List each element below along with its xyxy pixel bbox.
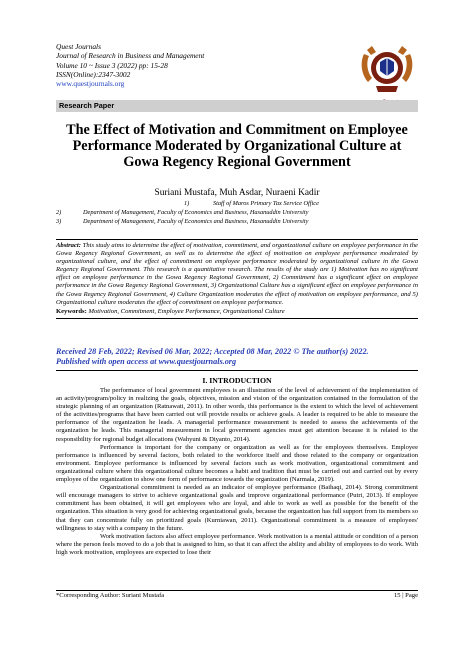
affiliation-2-text: Department of Management, Faculty of Economics and Business, Hasanuddin University <box>83 209 309 216</box>
affiliation-1-number: 1) <box>184 200 190 207</box>
affiliation-3-number: 3) <box>56 218 62 225</box>
published-line[interactable]: Published with open access at www.questjournals.org <box>56 357 237 367</box>
quest-journals-logo-icon <box>358 40 416 100</box>
keywords <box>56 308 418 316</box>
page-number: 15 | Page <box>393 592 418 599</box>
keywords-label: Keywords: <box>56 307 87 315</box>
paragraph: Performance is important for the company or organization as well as for the employees themselves. Employee performance is influenced by several factors, both related to the workforce itself and those related to the company or organization environment. Employee performance is influenced by several factors such as work motivation, organizational commitment and organizational culture where this organizational culture becomes a habit and tradition that must be carried out and carried out by every employee of the organization to show one form of performance towards the organization (Narmala, 2019). <box>56 443 418 484</box>
publication-dates <box>56 347 418 368</box>
paper-title: The Effect of Motivation and Commitment on Employee Performance Moderated by Organizational Culture at Gowa Regency Regional Government <box>66 122 408 170</box>
affiliation-2-number: 2) <box>56 209 62 216</box>
abstract-text: This study aims to determine the effect of motivation, commitment, and organizational culture on employee performance in the Gowa Regency Regional Government, as well as to determine the effect of motivation on employee performance moderated by organizational culture, and the effect of commitment on employee performance moderated by organizational culture in the Gowa Regency Regional Government. This research is a quantitative research. The results of the study are 1) Motivation has no significant effect on employee performance in the Gowa Regency Regional Government, 2) Commitment has a significant effect on employee performance in the Gowa Regency Regional Government, 3) Organizational Culture has a significant effect on employee performance in the Gowa Regency Regional Government, 4) Culture Organization moderates the effect of motivation on employee performance, and 5) Organizational culture moderates the effect of commitment on employee performance. <box>56 242 418 306</box>
journal-issn: ISSN(Online):2347-3002 <box>56 69 131 79</box>
paper-type-banner: Research Paper <box>56 100 418 112</box>
affiliation-1-text: Staff of Maros Primary Tax Service Office <box>213 200 319 207</box>
paragraph: Work motivation factors also affect employee performance. Work motivation is a mental attitude or condition of a person where the person feels moved to do a job that is assigned to him, so that it can affect the ability and ability of employees to do work. With high work motivation, employees are expected to lose their <box>56 532 418 556</box>
divider <box>56 370 418 371</box>
corresponding-author: *Corresponding Author: Suriani Mustafa <box>56 592 165 599</box>
footer-divider <box>56 590 418 591</box>
affiliations <box>56 200 418 230</box>
journal-header <box>56 42 356 88</box>
keywords-text: Motivation, Commitment, Employee Performance, Organizational Culture <box>88 307 285 315</box>
authors: Suriani Mustafa, Muh Asdar, Nuraeni Kadir <box>154 188 320 198</box>
section-heading: I. INTRODUCTION <box>202 376 272 385</box>
paragraph: Organizational commitment is needed as an indicator of employee performance (Baihaqi, 2014). Strong commitment will encourage managers to strive to achieve organizational goals and improve organizational performance (Putri, 2013). If employee commitment has been obtained, it will get employees who are loyal, and able to work as well as possible for the benefit of the organization. This situation is very good for achieving organizational goals, because the organization has full support from its members so that they can concentrate fully on prioritized goals (Kurniawan, 2011). Organizational commitment is a measure of employees' willingness to stay with a company in the future. <box>56 484 418 532</box>
journal-volume: Volume 10 ~ Issue 3 (2022) pp: 15-28 <box>56 60 168 70</box>
journal-url-link[interactable]: www.questjournals.org <box>56 79 125 89</box>
journal-name: Quest Journals <box>56 42 101 51</box>
received-line: Received 28 Feb, 2022; Revised 06 Mar, 2022; Accepted 08 Mar, 2022 © The author(s) 2022. <box>56 347 369 356</box>
abstract-label: Abstract: <box>56 242 81 249</box>
affiliation-3-text: Department of Management, Faculty of Economics and Business, Hasanuddin University <box>83 218 309 225</box>
body-text <box>56 387 418 557</box>
abstract-block <box>56 239 418 319</box>
journal-full-name: Journal of Research in Business and Management <box>56 51 205 61</box>
paragraph: The performance of local government employees is an illustration of the level of achievement of the implementation of an activity/program/policy in realizing the goals, objectives, mission and vision of the organization contained in the formulation of the strategic planning of an organization (Ratnawati, 2011). In other words, this performance is the extent to which the level of achievement of the activities/programs that have been carried out will provide results or achieve goals. A leader is required to be able to measure the performance of the organization he leads. A managerial performance measurement is needed to assess the achievements of the organization he leads. This managerial measurement in local government agencies must get attention because it is related to the responsibility for regional budget allocations (Wahyuni & Diyanto, 2014). <box>56 387 418 443</box>
